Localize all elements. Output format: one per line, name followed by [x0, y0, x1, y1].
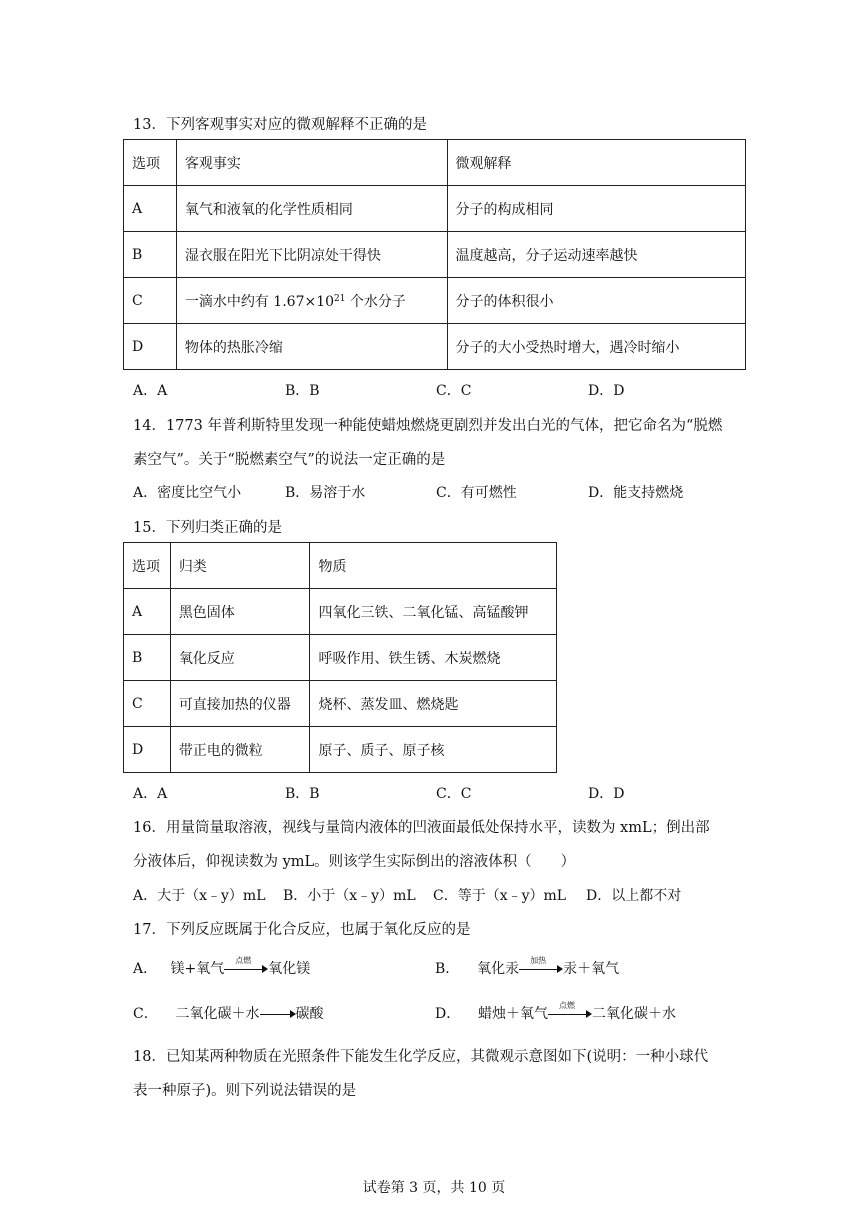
- table-cell: D: [124, 727, 171, 773]
- q15-table: [123, 542, 557, 773]
- option-label: C．: [133, 1006, 158, 1022]
- option-b[interactable]: B．B: [285, 383, 320, 399]
- q16-stem-line2: 分液体后，仰视读数为 ymL。则该学生实际倒出的溶液体积（ ）: [133, 854, 576, 870]
- reaction-condition: 点燃: [235, 956, 252, 965]
- table-row: [124, 324, 746, 370]
- reactants: 蜡烛＋氧气: [478, 1006, 549, 1022]
- exponent: 21: [334, 293, 346, 304]
- products: 氧化镁: [268, 961, 311, 977]
- table-cell: 黑色固体: [170, 589, 310, 635]
- reaction-arrow-icon: [260, 1006, 296, 1020]
- table-row: [124, 589, 557, 635]
- fact-text: 一滴水中约有 1.67×10: [184, 293, 335, 310]
- q16-options: [133, 885, 681, 905]
- q14-options: [133, 482, 683, 502]
- q16-stem-line1: 16．用量筒量取溶液，视线与量筒内液体的凹液面最低处保持水平，读数为 xmL；倒出部: [133, 820, 710, 836]
- reaction-arrow-icon: [224, 956, 268, 975]
- q18-stem-line2: 表一种原子)。则下列说法错误的是: [133, 1083, 357, 1099]
- table-row: [124, 186, 746, 232]
- table-header-cell: 物质: [310, 543, 557, 589]
- table-cell: C: [124, 681, 171, 727]
- table-cell: 分子的体积很小: [447, 278, 745, 324]
- table-row: [124, 140, 746, 186]
- q13-stem: 13．下列客观事实对应的微观解释不正确的是: [133, 117, 427, 133]
- option-d[interactable]: D．D: [588, 786, 625, 802]
- reaction-condition: 加热: [530, 956, 547, 965]
- table-cell: 原子、质子、原子核: [310, 727, 557, 773]
- option-d[interactable]: D．能支持燃烧: [588, 485, 684, 501]
- table-row: [124, 232, 746, 278]
- table-header-cell: 选项: [124, 543, 171, 589]
- option-c[interactable]: C．等于（x﹣y）mL: [433, 888, 567, 904]
- page-footer: 试卷第 3 页，共 10 页: [362, 1180, 506, 1196]
- q14-stem-line2: 素空气”。关于“脱燃素空气”的说法一定正确的是: [133, 452, 446, 468]
- table-cell: A: [124, 589, 171, 635]
- option-a[interactable]: A．A: [133, 786, 168, 802]
- option-label: A．: [133, 961, 158, 977]
- reaction-condition: 点燃: [559, 1001, 576, 1010]
- option-a[interactable]: A．密度比空气小: [133, 485, 242, 501]
- table-header-cell: 选项: [124, 140, 177, 186]
- table-cell: 可直接加热的仪器: [170, 681, 310, 727]
- reactants: 氧化汞: [477, 961, 520, 977]
- option-b[interactable]: B．小于（x﹣y）mL: [283, 888, 416, 904]
- table-cell: A: [124, 186, 177, 232]
- table-header-cell: 归类: [170, 543, 310, 589]
- table-cell: 物体的热胀冷缩: [176, 324, 447, 370]
- option-b[interactable]: B．B: [285, 786, 320, 802]
- fact-text: 个水分子: [345, 293, 406, 310]
- option-d[interactable]: [435, 1003, 676, 1023]
- reaction-arrow-icon: [548, 1001, 592, 1020]
- table-cell: 烧杯、蒸发皿、燃烧匙: [310, 681, 557, 727]
- option-c[interactable]: [133, 1003, 324, 1023]
- table-row: [124, 681, 557, 727]
- option-a[interactable]: A．A: [133, 383, 168, 399]
- table-cell: 湿衣服在阳光下比阴凉处干得快: [176, 232, 447, 278]
- option-c[interactable]: C．C: [436, 786, 472, 802]
- option-d[interactable]: D．D: [588, 383, 625, 399]
- option-a[interactable]: A．大于（x﹣y）mL: [133, 888, 266, 904]
- table-cell: 温度越高，分子运动速率越快: [447, 232, 745, 278]
- table-cell: C: [124, 278, 177, 324]
- reaction-arrow-icon: [519, 956, 563, 975]
- table-row: [124, 727, 557, 773]
- table-cell: [176, 278, 447, 324]
- table-cell: B: [124, 635, 171, 681]
- q17-stem: 17．下列反应既属于化合反应，也属于氧化反应的是: [133, 922, 471, 938]
- q15-stem: 15．下列归类正确的是: [133, 520, 282, 536]
- q13-options: [133, 380, 624, 400]
- option-label: D．: [435, 1006, 461, 1022]
- option-d[interactable]: D．以上都不对: [586, 888, 682, 904]
- table-cell: B: [124, 232, 177, 278]
- q18-stem-line1: 18．已知某两种物质在光照条件下能发生化学反应，其微观示意图如下(说明：一种小球代: [133, 1049, 709, 1065]
- table-cell: 呼吸作用、铁生锈、木炭燃烧: [310, 635, 557, 681]
- table-cell: 氧气和液氧的化学性质相同: [176, 186, 447, 232]
- products: 汞＋氧气: [563, 961, 620, 977]
- table-cell: 分子的构成相同: [447, 186, 745, 232]
- reactants: 二氧化碳＋水: [175, 1006, 260, 1022]
- table-cell: 带正电的微粒: [170, 727, 310, 773]
- table-header-cell: 客观事实: [176, 140, 447, 186]
- option-c[interactable]: C．有可燃性: [436, 485, 517, 501]
- table-cell: D: [124, 324, 177, 370]
- table-row: [124, 278, 746, 324]
- q15-options: [133, 783, 624, 803]
- option-c[interactable]: C．C: [436, 383, 472, 399]
- q13-table: [123, 139, 746, 370]
- table-cell: 分子的大小受热时增大，遇冷时缩小: [447, 324, 745, 370]
- option-label: B．: [435, 961, 460, 977]
- table-row: [124, 543, 557, 589]
- option-b[interactable]: [435, 958, 619, 978]
- table-row: [124, 635, 557, 681]
- table-cell: 氧化反应: [170, 635, 310, 681]
- table-cell: 四氧化三铁、二氧化锰、高锰酸钾: [310, 589, 557, 635]
- option-a[interactable]: [133, 958, 310, 978]
- q14-stem-line1: 14．1773 年普利斯特里发现一种能使蜡烛燃烧更剧烈并发出白光的气体，把它命名为“脱燃: [133, 418, 723, 434]
- table-header-cell: 微观解释: [447, 140, 745, 186]
- products: 二氧化碳＋水: [592, 1006, 677, 1022]
- reactants: 镁+氧气: [170, 961, 225, 977]
- option-b[interactable]: B．易溶于水: [285, 485, 366, 501]
- products: 碳酸: [295, 1006, 324, 1022]
